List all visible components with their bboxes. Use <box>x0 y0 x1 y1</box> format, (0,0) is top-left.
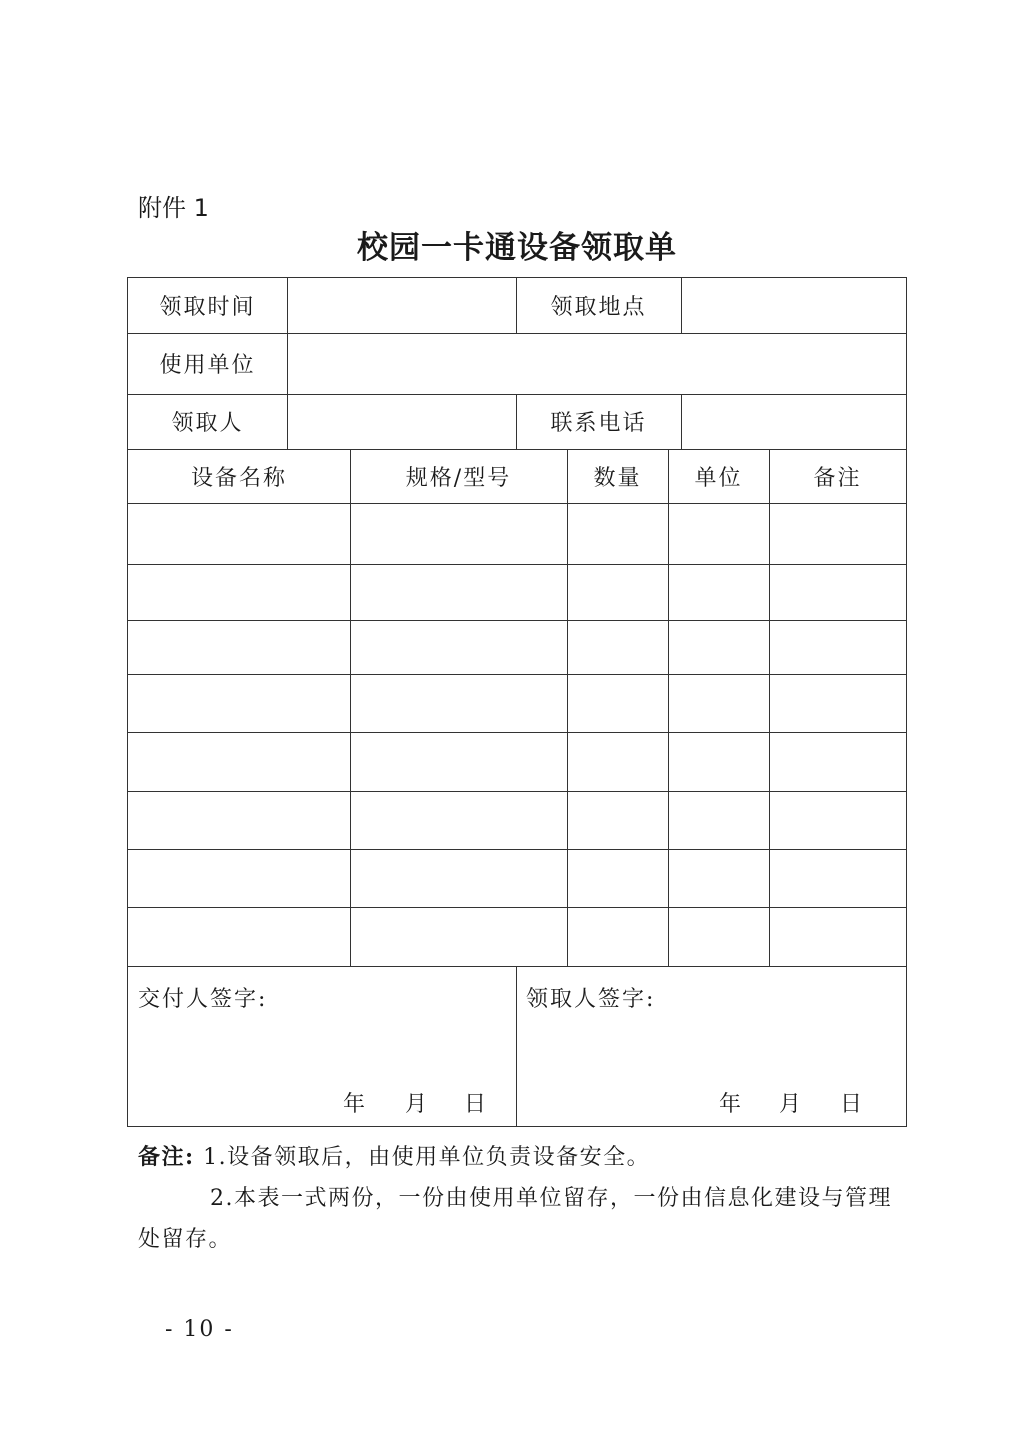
time-field[interactable] <box>288 278 516 333</box>
unit-field[interactable] <box>288 333 906 394</box>
deliverer-month: 月 <box>405 1092 428 1117</box>
col-divider <box>350 449 351 966</box>
receiver-field[interactable] <box>288 394 516 449</box>
note-line-1 <box>138 1137 908 1178</box>
notes-label: 备注: <box>138 1144 195 1170</box>
row-divider <box>128 732 906 733</box>
note-item-2-cont: 处留存。 <box>138 1227 233 1252</box>
receiver-year: 年 <box>719 1092 742 1117</box>
attachment-label: 附件 1 <box>138 194 209 222</box>
place-field[interactable] <box>682 278 906 333</box>
column-header: 单位 <box>694 465 743 491</box>
col-divider <box>769 449 770 966</box>
form-title: 校园一卡通设备领取单 <box>357 230 677 266</box>
phone-label: 联系电话 <box>550 411 647 436</box>
deliverer-sign-label: 交付人签字: <box>138 987 268 1012</box>
requisition-form <box>127 277 907 1127</box>
col-divider <box>567 449 568 966</box>
row-divider <box>128 564 906 565</box>
row-divider <box>128 674 906 675</box>
column-header: 备注 <box>813 465 862 491</box>
row-divider <box>128 503 906 504</box>
note-item-1: 1.设备领取后，由使用单位负责设备安全。 <box>203 1145 651 1170</box>
column-header: 规格/型号 <box>405 465 512 491</box>
notes <box>138 1137 908 1260</box>
time-label: 领取时间 <box>159 295 256 320</box>
phone-field[interactable] <box>682 394 906 449</box>
receiver-sign-label: 领取人签字: <box>526 987 656 1012</box>
receiver-label: 领取人 <box>171 411 244 436</box>
row-divider <box>128 907 906 908</box>
deliverer-year: 年 <box>343 1092 366 1117</box>
col-divider <box>668 449 669 966</box>
column-header: 设备名称 <box>190 465 287 491</box>
row-divider <box>128 791 906 792</box>
deliverer-day: 日 <box>464 1092 487 1117</box>
row-divider <box>128 849 906 850</box>
unit-label: 使用单位 <box>159 353 256 378</box>
note-item-2: 2.本表一式两份，一份由使用单位留存，一份由信息化建设与管理 <box>210 1186 892 1211</box>
row-divider <box>128 966 906 967</box>
receiver-day: 日 <box>840 1092 863 1117</box>
column-header: 数量 <box>593 465 642 491</box>
page-number: - 10 - <box>165 1317 234 1342</box>
row-divider <box>128 620 906 621</box>
place-label: 领取地点 <box>550 295 647 320</box>
col-divider <box>516 966 517 1127</box>
receiver-month: 月 <box>779 1092 802 1117</box>
